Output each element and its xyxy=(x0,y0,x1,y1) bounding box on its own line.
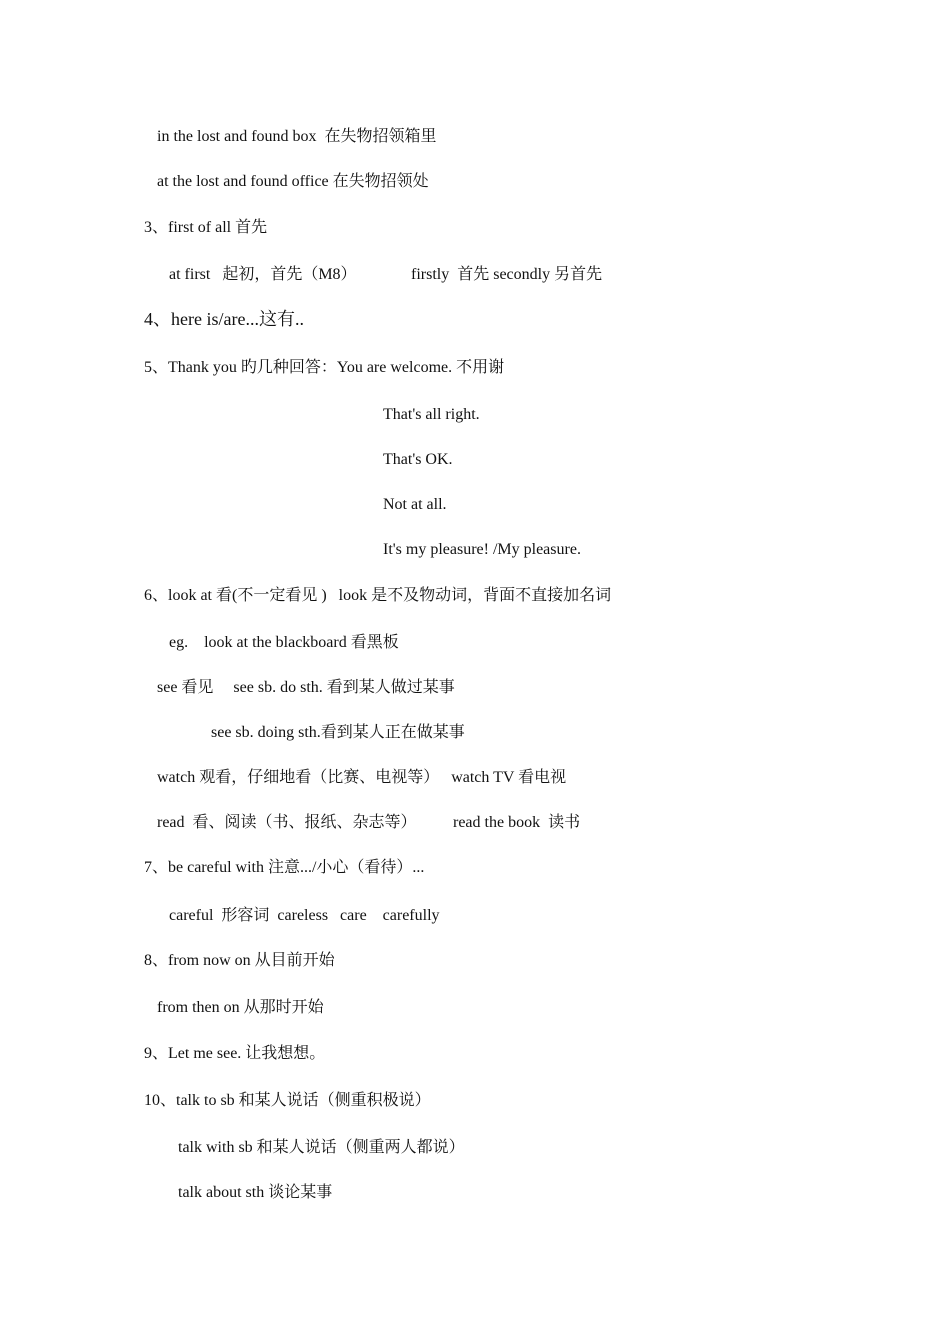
line-see: see 看见 see sb. do sth. 看到某人做过某事 xyxy=(157,679,455,696)
line-item-5: 5、Thank you 旳几种回答：You are welcome. 不用谢 xyxy=(144,359,505,376)
line-reply-all-right: That's all right. xyxy=(383,406,480,423)
line-item-9: 9、Let me see. 让我想想。 xyxy=(144,1045,326,1062)
line-reply-pleasure: It's my pleasure! /My pleasure. xyxy=(383,541,581,558)
line-read-the-book: read the book 读书 xyxy=(453,814,581,831)
line-item-4: 4、here is/are...这有.. xyxy=(144,309,304,329)
line-example-blackboard: eg. look at the blackboard 看黑板 xyxy=(169,634,399,651)
line-item-7: 7、be careful with 注意.../小心（看待）... xyxy=(144,859,425,876)
line-from-then-on: from then on 从那时开始 xyxy=(157,999,324,1016)
line-lost-found-office: at the lost and found office 在失物招领处 xyxy=(157,173,429,190)
line-talk-about: talk about sth 谈论某事 xyxy=(178,1184,333,1201)
line-item-8: 8、from now on 从目前开始 xyxy=(144,952,335,969)
line-at-first: at first 起初，首先（M8） xyxy=(169,266,357,283)
line-careful-forms: careful 形容词 careless care carefully xyxy=(169,907,440,924)
line-item-6: 6、look at 看(不一定看见 ) look 是不及物动词，背面不直接加名词 xyxy=(144,587,612,604)
line-lost-found-box: in the lost and found box 在失物招领箱里 xyxy=(157,128,437,145)
line-reply-not-at-all: Not at all. xyxy=(383,496,447,513)
line-see-doing: see sb. doing sth.看到某人正在做某事 xyxy=(211,724,465,741)
line-firstly: firstly 首先 secondly 另首先 xyxy=(411,266,603,283)
line-item-3: 3、first of all 首先 xyxy=(144,219,268,236)
line-watch: watch 观看，仔细地看（比赛、电视等） watch TV 看电视 xyxy=(157,769,567,786)
line-reply-ok: That's OK. xyxy=(383,451,453,468)
line-item-10: 10、talk to sb 和某人说话（侧重积极说） xyxy=(144,1092,431,1109)
line-talk-with: talk with sb 和某人说话（侧重两人都说） xyxy=(178,1139,465,1156)
line-read: read 看、阅读（书、报纸、杂志等） xyxy=(157,814,417,831)
